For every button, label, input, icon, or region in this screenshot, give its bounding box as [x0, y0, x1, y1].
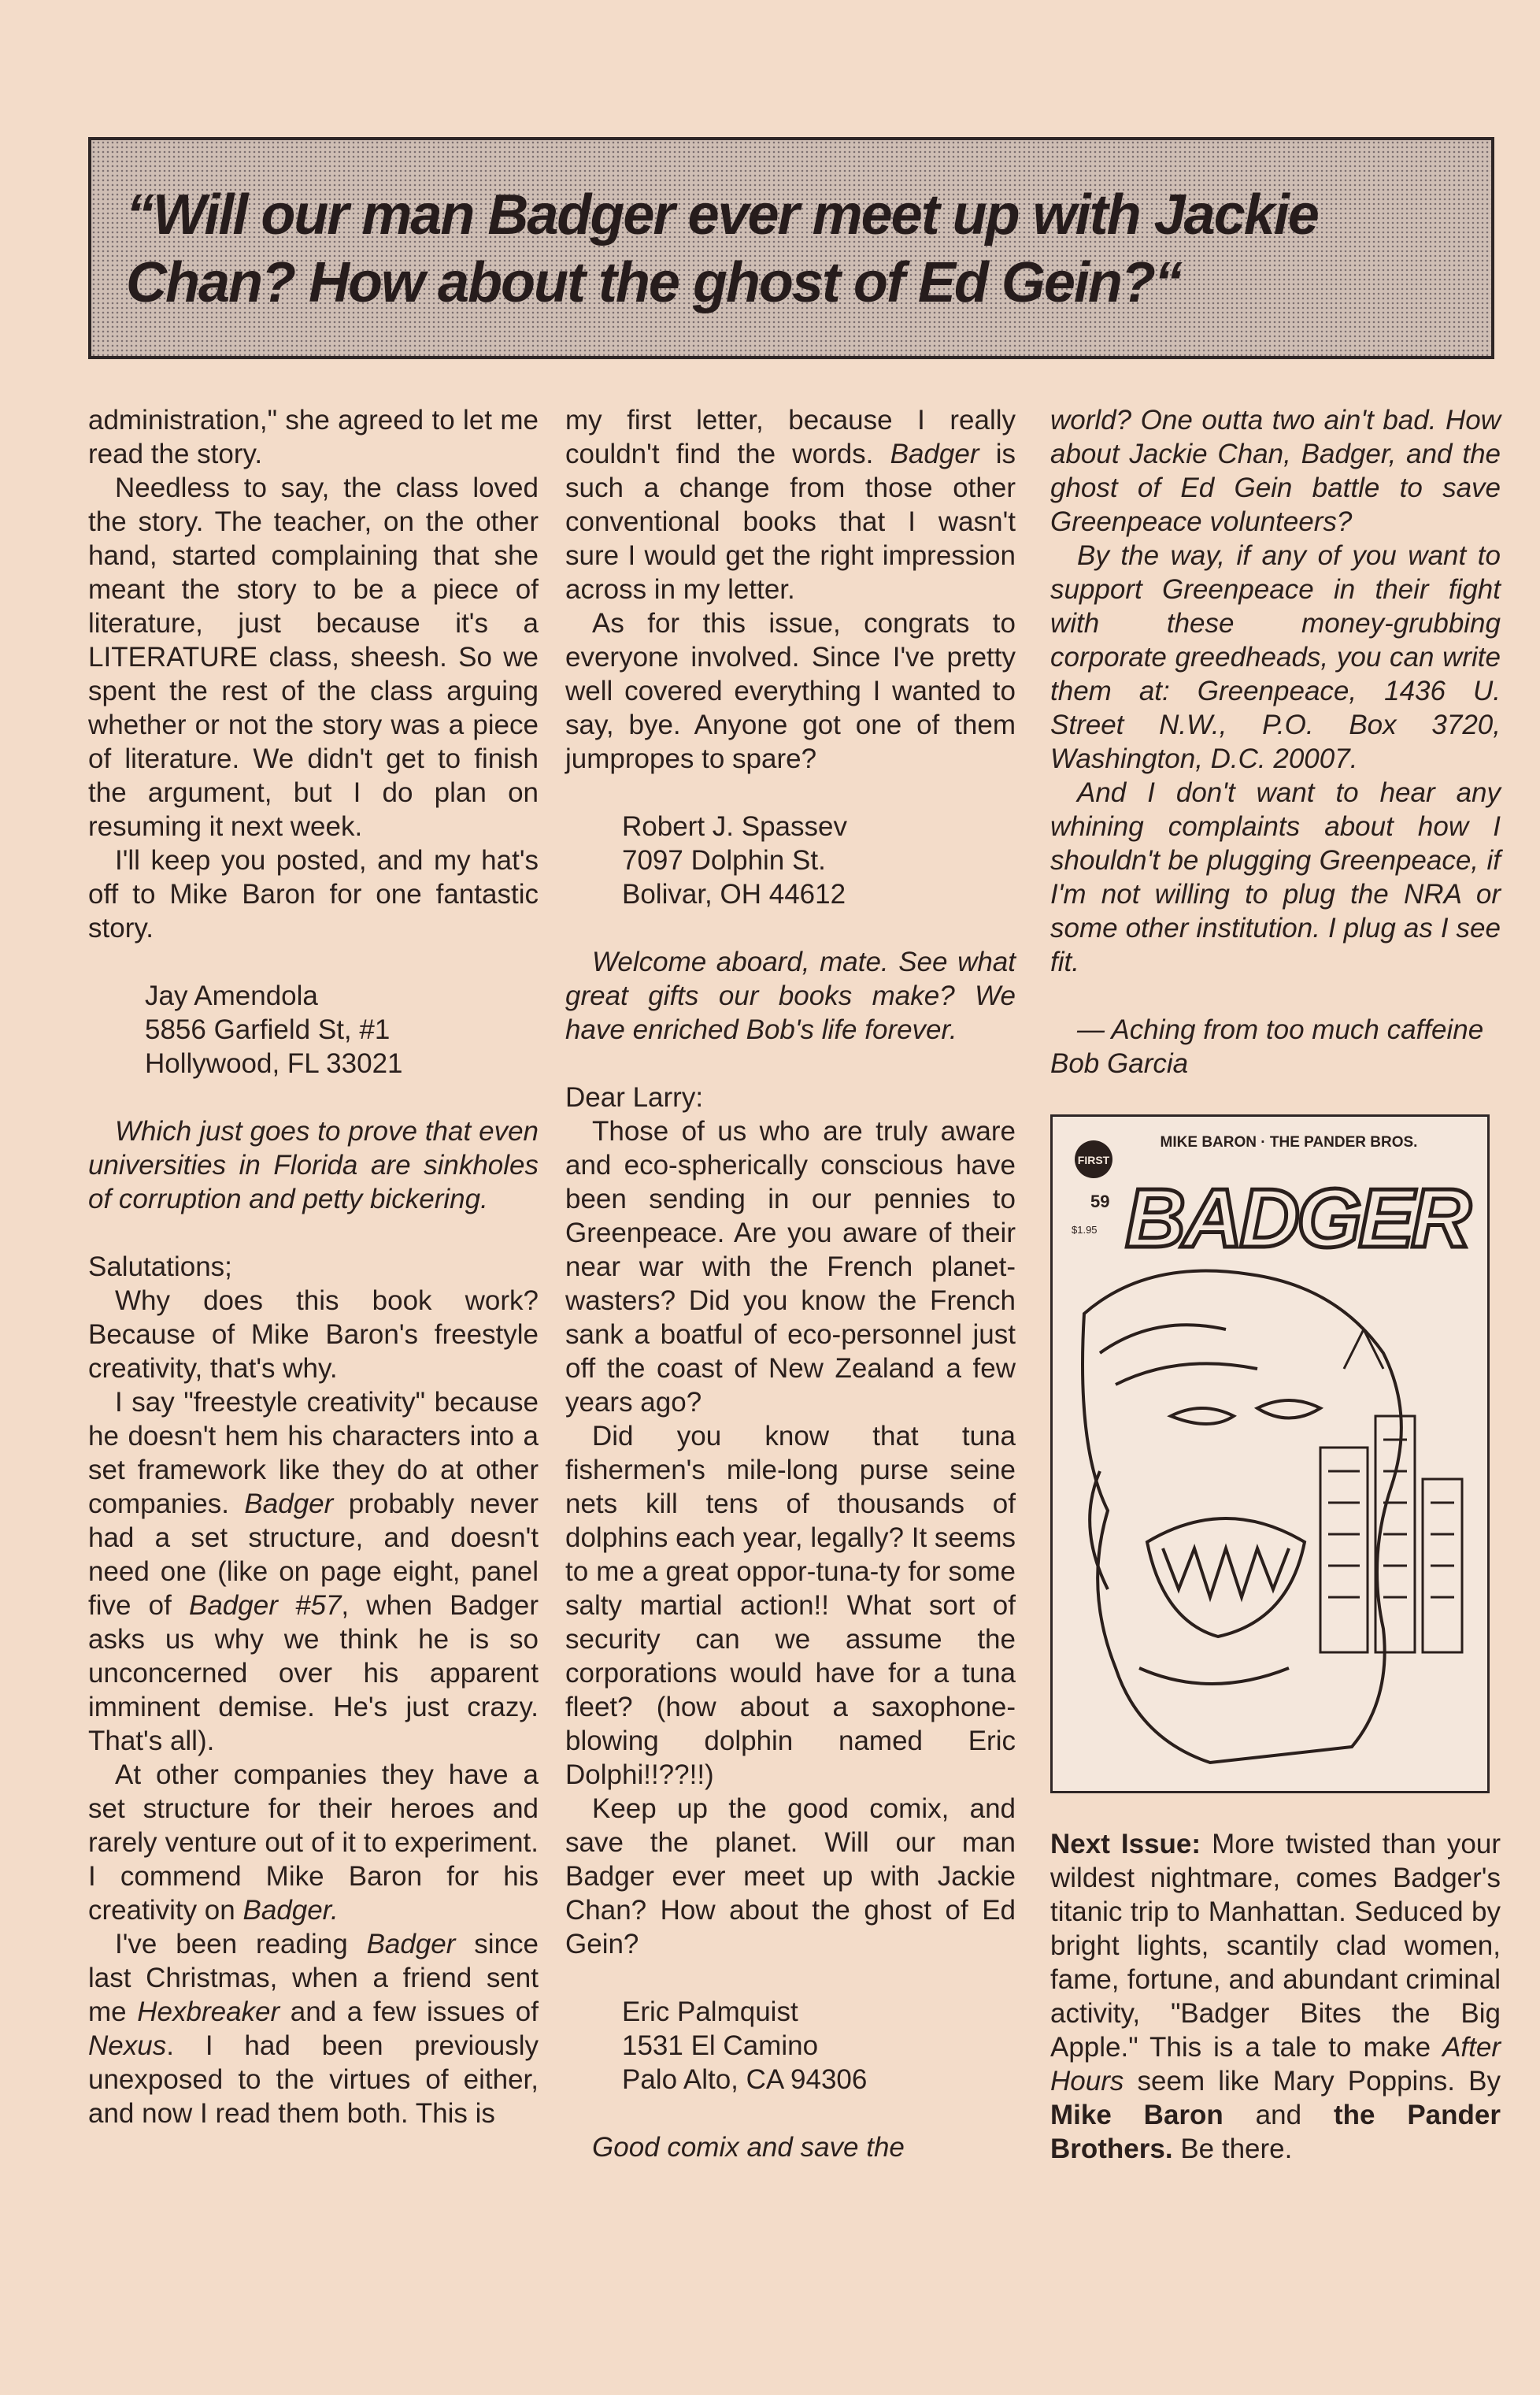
- title-after-hours: After Hours: [1050, 2032, 1501, 2097]
- signature-name: Eric Palmquist: [622, 1996, 798, 2027]
- address-city: Palo Alto, CA 94306: [622, 2064, 868, 2095]
- letter-paragraph: Keep up the good comix, and save the planet. Will our man Badger ever meet up with Jackie Chan? How about the ghost of Ed Gein?: [565, 1793, 1016, 1959]
- signature-address: [145, 979, 539, 1081]
- editor-reply: Welcome aboard, mate. See what great gifts our books make? We have enriched Bob's life forever.: [565, 947, 1016, 1045]
- text-run: I've been reading: [115, 1929, 367, 1959]
- text-run: and a few issues of: [279, 1996, 539, 2027]
- next-issue-cover: [1050, 1114, 1490, 1793]
- cover-price: $1.95: [1072, 1224, 1098, 1236]
- address-street: 5856 Garfield St, #1: [145, 1014, 391, 1045]
- text-run: At other companies they have a set structure for their heroes and rarely venture out of it to experiment. I commend Mike Baron for his creativity on: [88, 1759, 539, 1926]
- reply-signature: Bob Garcia: [1050, 1048, 1189, 1079]
- publisher-name: FIRST: [1077, 1154, 1110, 1166]
- text-run: . I had been previously unexposed to the virtues of either, and now I read them both. This is: [88, 2030, 539, 2129]
- editor-reply: Which just goes to prove that even universities in Florida are sinkholes of corruption and petty bickering.: [88, 1116, 539, 1214]
- text-run: More twisted than your wildest nightmare, comes Badger's titanic trip to Manhattan. Seduced by bright lights, scantily clad women, fame, fortune, and abundant criminal activity, "Badger Bites the Big Apple." This is a tale to make: [1050, 1829, 1501, 2063]
- cover-illustration: [1053, 1117, 1487, 1791]
- letter-paragraph: Needless to say, the class loved the story. The teacher, on the other hand, started complaining that she meant the story to be a piece of literature, just because it's a LITERATURE class, sheesh. So we spent the rest of the class arguing whether or not the story was a piece of literature. We didn't get to finish the argument, but I do plan on resuming it next week.: [88, 473, 539, 842]
- column-1: [88, 403, 539, 2130]
- letter-paragraph: [565, 403, 1016, 606]
- letter-paragraph: [88, 1927, 539, 2130]
- editor-reply: world? One outta two ain't bad. How about Jackie Chan, Badger, and the ghost of Ed Gein battle to save Greenpeace volunteers?: [1050, 405, 1501, 537]
- letter-paragraph: [88, 1385, 539, 1758]
- reply-signoff: — Aching from too much caffeine: [1077, 1014, 1484, 1045]
- text-run: , when Badger asks us why we think he is so unconcerned over his apparent imminent demise. He's just crazy. That's all).: [88, 1590, 539, 1756]
- title-badger-57: Badger #57: [188, 1590, 342, 1621]
- column-2: [565, 403, 1016, 2164]
- title-hexbreaker: Hexbreaker: [137, 1996, 280, 2027]
- text-run: is such a change from those other conventional books that I wasn't sure I would get the right impression across in my letter.: [565, 439, 1016, 605]
- signature-address: [622, 810, 1016, 911]
- signature-address: [622, 1995, 1016, 2097]
- letter-paragraph: [88, 1758, 539, 1927]
- title-badger: Badger: [890, 439, 979, 469]
- headline-box: [88, 137, 1494, 359]
- address-city: Hollywood, FL 33021: [145, 1048, 403, 1079]
- title-badger: Badger.: [242, 1895, 339, 1926]
- headline: “Will our man Badger ever meet up with Jackie Chan? How about the ghost of Ed Gein?“: [126, 184, 1318, 314]
- signature-name: Robert J. Spassev: [622, 811, 847, 842]
- cover-title: BADGER: [1125, 1172, 1468, 1265]
- text-run: Be there.: [1172, 2134, 1293, 2164]
- letter-paragraph: As for this issue, congrats to everyone involved. Since I've pretty well covered everything I wanted to say, bye. Anyone got one of them jumpropes to spare?: [565, 608, 1016, 774]
- text-run: probably never had a set structure, and doesn't need one (like on page eight, panel five of: [88, 1489, 539, 1621]
- letter-paragraph: I'll keep you posted, and my hat's off to Mike Baron for one fantastic story.: [88, 845, 539, 944]
- address-city: Bolivar, OH 44612: [622, 879, 846, 910]
- title-nexus: Nexus: [88, 2030, 167, 2061]
- credit-mike-baron: Mike Baron: [1050, 2100, 1223, 2130]
- letter-paragraph: Did you know that tuna fishermen's mile-long purse seine nets kill tens of thousands of dolphins each year, legally? It seems to me a great oppor-tuna-ty for some salty martial action!! What sort of security can we assume the corporations would have for a tuna fleet? (how about a saxophone-blowing dolphin named Eric Dolphi!!??!!): [565, 1421, 1016, 1790]
- address-street: 7097 Dolphin St.: [622, 845, 826, 876]
- column-3: [1050, 403, 1501, 2166]
- letter-paragraph: Why does this book work? Because of Mike Baron's freestyle creativity, that's why.: [88, 1285, 539, 1384]
- letter-greeting: Salutations;: [88, 1251, 232, 1282]
- cover-credits: MIKE BARON · THE PANDER BROS.: [1160, 1134, 1418, 1151]
- text-run: seem like Mary Poppins. By: [1124, 2066, 1501, 2097]
- text-run: I say "freestyle creativity" because he doesn't hem his characters into a set framework like they do at other companies.: [88, 1387, 539, 1519]
- next-issue-label: Next Issue:: [1050, 1829, 1201, 1859]
- text-run: since last Christmas, when a friend sent me: [88, 1929, 539, 2027]
- address-street: 1531 El Camino: [622, 2030, 819, 2061]
- letter-paragraph: Those of us who are truly aware and eco-spherically conscious have been sending in our pennies to Greenpeace. Are you aware of their near war with the French planet-wasters? Did you know the French sank a boatful of eco-personnel just off the coast of New Zealand a few years ago?: [565, 1116, 1016, 1418]
- letter-paragraph: administration," she agreed to let me read the story.: [88, 405, 539, 469]
- title-badger: Badger: [366, 1929, 456, 1959]
- letter-greeting: Dear Larry:: [565, 1082, 704, 1113]
- title-badger: Badger: [244, 1489, 334, 1519]
- editor-reply: Good comix and save the: [592, 2132, 905, 2163]
- badger-face-icon: [1083, 1271, 1401, 1763]
- text-run: and: [1223, 2100, 1334, 2130]
- text-run: my first letter, because I really couldn't find the words.: [565, 405, 1016, 469]
- issue-number: 59: [1090, 1192, 1110, 1211]
- editor-reply: By the way, if any of you want to support Greenpeace in their fight with these money-grubbing corporate greedheads, you can write them at: Greenpeace, 1436 U. Street N.W., P.O. Box 3720, Washington, D.C. 20007.: [1050, 540, 1501, 774]
- editor-reply: And I don't want to hear any whining complaints about how I shouldn't be plugging Greenpeace, if I'm not willing to plug the NRA or some other institution. I plug as I see fit.: [1050, 777, 1501, 977]
- signature-name: Jay Amendola: [145, 981, 318, 1011]
- next-issue-blurb: [1050, 1827, 1501, 2166]
- credit-pander-brothers: the Pander Brothers.: [1050, 2100, 1501, 2164]
